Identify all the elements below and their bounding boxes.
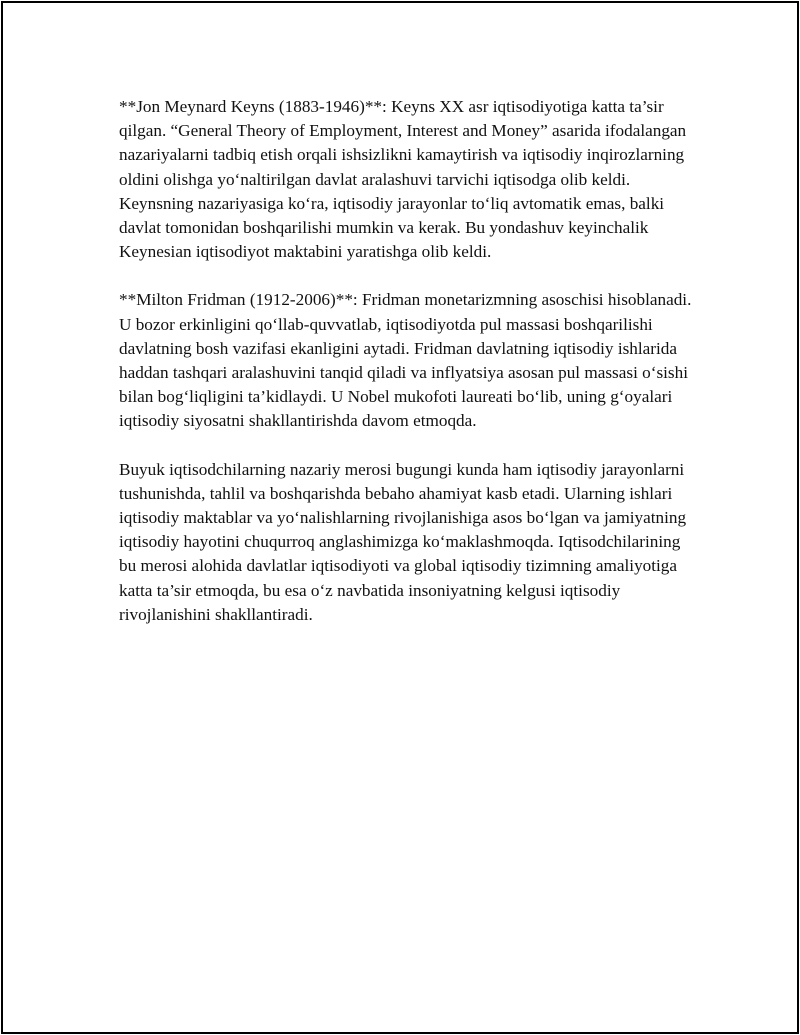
paragraph-conclusion: Buyuk iqtisodchilarning nazariy merosi bugungi kunda ham iqtisodiy jarayonlarni tushunishda, tahlil va boshqarishda bebaho ahamiyat kasb etadi. Ularning ishlari iqtisodiy maktablar va yo‘nalishlarning rivojlanishiga asos bo‘lgan va jamiyatning iqtisodiy hayotini chuqurroq anglashimizga ko‘maklashmoqda. Iqtisodchilarining bu merosi alohida davlatlar iqtisodiyoti va global iqtisodiy tizimning amaliyotiga katta ta’sir etmoqda, bu esa o‘z navbatida insoniyatning kelgusi iqtisodiy rivojlanishini shakllantiradi. — [119, 459, 687, 624]
paragraph-keynes: **Jon Meynard Keyns (1883-1946)**: Keyns XX asr iqtisodiyotiga katta ta’sir qilgan. “General Theory of Employment, Interest and Money” asarida ifodalangan nazariyalarni tadbiq etish orqali ishsizlikni kamaytirish va iqtisodiy inqirozlarning oldini olishga yo‘naltirilgan davlat aralashuvi tarvichi iqtisodga olib keldi. Keynsning nazariyasiga ko‘ra, iqtisodiy jarayonlar to‘liq avtomatik emas, balki davlat tomonidan boshqarilishi mumkin va kerak. Bu yondashuv keyinchalik Keynesian iqtisodiyot maktabini yaratishga olib keldi. — [119, 97, 687, 262]
document-body — [119, 95, 699, 651]
paragraph-friedman: **Milton Fridman (1912-2006)**: Fridman monetarizmning asoschisi hisoblanadi. U bozor erkinligini qo‘llab-quvvatlab, iqtisodiyotda pul massasi boshqarilishi davlatning bosh vazifasi ekanligini aytadi. Fridman davlatning iqtisodiy ishlarida haddan tashqari aralashuvini tanqid qiladi va inflyatsiya asosan pul massasi o‘sishi bilan bog‘liqligini ta’kidlaydi. U Nobel mukofoti laureati bo‘lib, uning g‘oyalari iqtisodiy siyosatni shakllantirishda davom etmoqda. — [119, 290, 692, 431]
page-border — [1, 1, 799, 1034]
